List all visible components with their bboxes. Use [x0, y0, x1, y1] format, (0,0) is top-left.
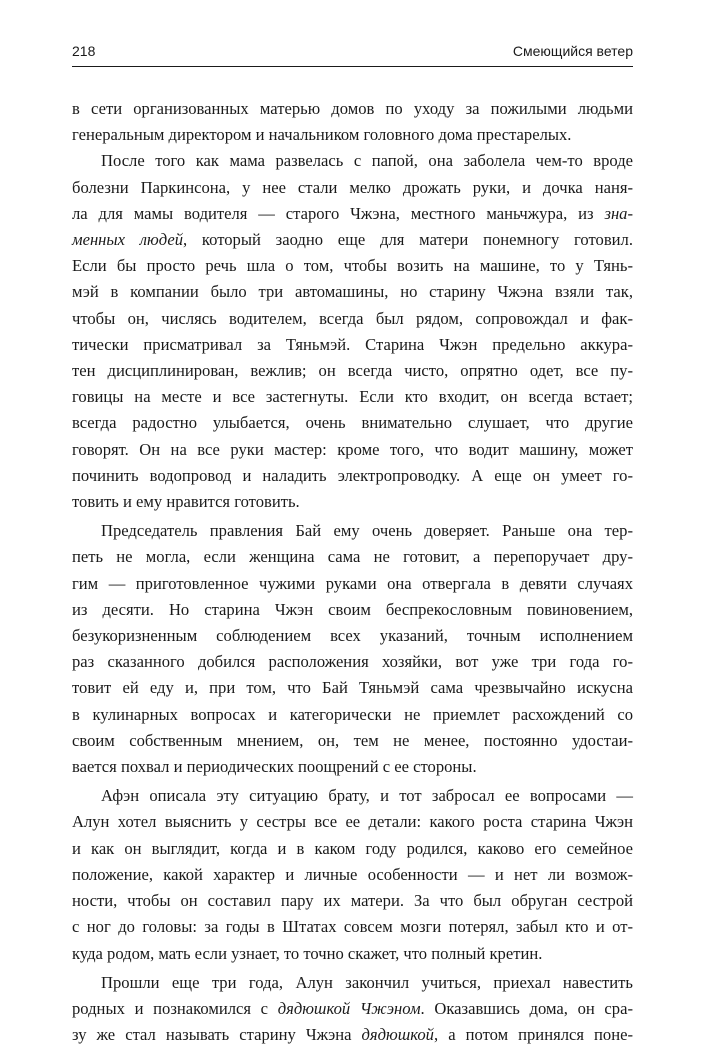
text-line: Алун хотел выяснить у сестры все ее детали: какого роста старина Чжэн — [72, 812, 633, 832]
text-line: раз сказанного добился расположения хозяйки, вот уже три года го- — [72, 652, 633, 672]
text-run: . Оказавшись дома, он сра- — [420, 998, 633, 1018]
text-line: говорят. Он на все руки мастер: кроме того, что водит машину, может — [72, 439, 633, 459]
text-line: безукоризненным соблюдением всех указаний, точным исполнением — [72, 626, 633, 646]
text-run: ла для мамы водителя — старого Чжэна, местного маньчжура, из — [72, 203, 605, 223]
body-text — [72, 96, 633, 1048]
header-rule — [72, 66, 633, 67]
text-line — [72, 227, 633, 253]
text-line: товит ей еду и, при том, что Бай Тяньмэй сама чрезвычайно искусна — [72, 678, 633, 698]
italic-run: менных людей — [72, 230, 183, 250]
text-line: с ног до головы: за годы в Штатах совсем мозги потерял, забыл кто и от- — [72, 917, 633, 937]
text-run: , а потом принялся поне- — [433, 1025, 633, 1045]
text-line: чтобы он, числясь водителем, всегда был рядом, сопровождал и фак- — [72, 308, 633, 328]
text-line: в кулинарных вопросах и категорически не приемлет расхождений со — [72, 704, 633, 724]
text-line: положение, какой характер и личные особенности — и нет ли возмож- — [72, 864, 633, 884]
paragraph-4 — [72, 783, 633, 966]
paragraph-3 — [72, 518, 633, 780]
text-run: , который заодно еще для матери понемногу готовил. — [183, 230, 633, 250]
text-line: из десяти. Но старина Чжэн своим беспрекословным повиновением, — [72, 599, 633, 619]
text-line: починить водопровод и наладить электропроводку. А еще он умеет го- — [72, 465, 633, 485]
paragraph-1 — [72, 96, 633, 148]
text-line: тен дисциплинирован, вежлив; он всегда чисто, опрятно одет, все пу- — [72, 361, 633, 381]
italic-run: зна- — [604, 203, 633, 223]
text-line — [72, 201, 633, 227]
text-line: тически присматривал за Тяньмэй. Старина Чжэн предельно аккура- — [72, 334, 633, 354]
italic-run: дядюшкой — [361, 1025, 434, 1045]
running-head — [72, 40, 633, 62]
paragraph-5 — [72, 970, 633, 1048]
text-run: родных и познакомился с — [72, 998, 278, 1018]
text-line: Если бы просто речь шла о том, чтобы возить на машине, то у Тянь- — [72, 256, 633, 276]
text-line: После того как мама развелась с папой, она заболела чем-то вроде — [101, 151, 633, 171]
text-line: в сети организованных матерью домов по уходу за пожилыми людьми — [72, 99, 633, 118]
page-number: 218 — [72, 43, 96, 59]
text-line: петь не могла, если женщина сама не готовит, а перепоручает дру- — [72, 547, 633, 567]
text-line: товить и ему нравится готовить. — [72, 492, 300, 512]
text-line: Председатель правления Бай ему очень доверяет. Раньше она тер- — [101, 521, 633, 541]
paragraph-2 — [72, 148, 633, 515]
text-line: куда родом, мать если узнает, то точно скажет, что полный кретин. — [72, 943, 543, 963]
text-line: говицы на месте и все застегнуты. Если кто входит, он всегда встает; — [72, 387, 633, 407]
text-line: и как он выглядит, когда и в каком году родился, каково его семейное — [72, 838, 633, 858]
text-line: Прошли еще три года, Алун закончил учиться, приехал навестить — [101, 972, 633, 992]
text-line — [72, 1022, 633, 1048]
italic-run: дядюшкой Чжэном — [277, 998, 421, 1018]
text-line: болезни Паркинсона, у нее стали мелко дрожать руки, и дочка наня- — [72, 177, 633, 197]
text-run: зу же стал называть старину Чжэна — [72, 1025, 362, 1045]
text-line: гим — приготовленное чужими руками она отвергала в девяти случаях — [72, 573, 633, 593]
text-line: Афэн описала эту ситуацию брату, и тот забросал ее вопросами — — [101, 786, 633, 806]
text-line: генеральным директором и начальником головного дома престарелых. — [72, 125, 572, 145]
running-title: Смеющийся ветер — [512, 43, 633, 59]
text-line: своим собственным мнением, он, тем не менее, постоянно удостаи- — [72, 730, 633, 750]
text-line: мэй в компании было три автомашины, но старину Чжэна взяли так, — [72, 282, 633, 302]
text-line: ности, чтобы он составил пару их матери. За что был обруган сестрой — [72, 891, 633, 911]
text-line: всегда радостно улыбается, очень внимательно слушает, что другие — [72, 413, 633, 433]
text-line: вается похвал и периодических поощрений с ее стороны. — [72, 757, 477, 777]
